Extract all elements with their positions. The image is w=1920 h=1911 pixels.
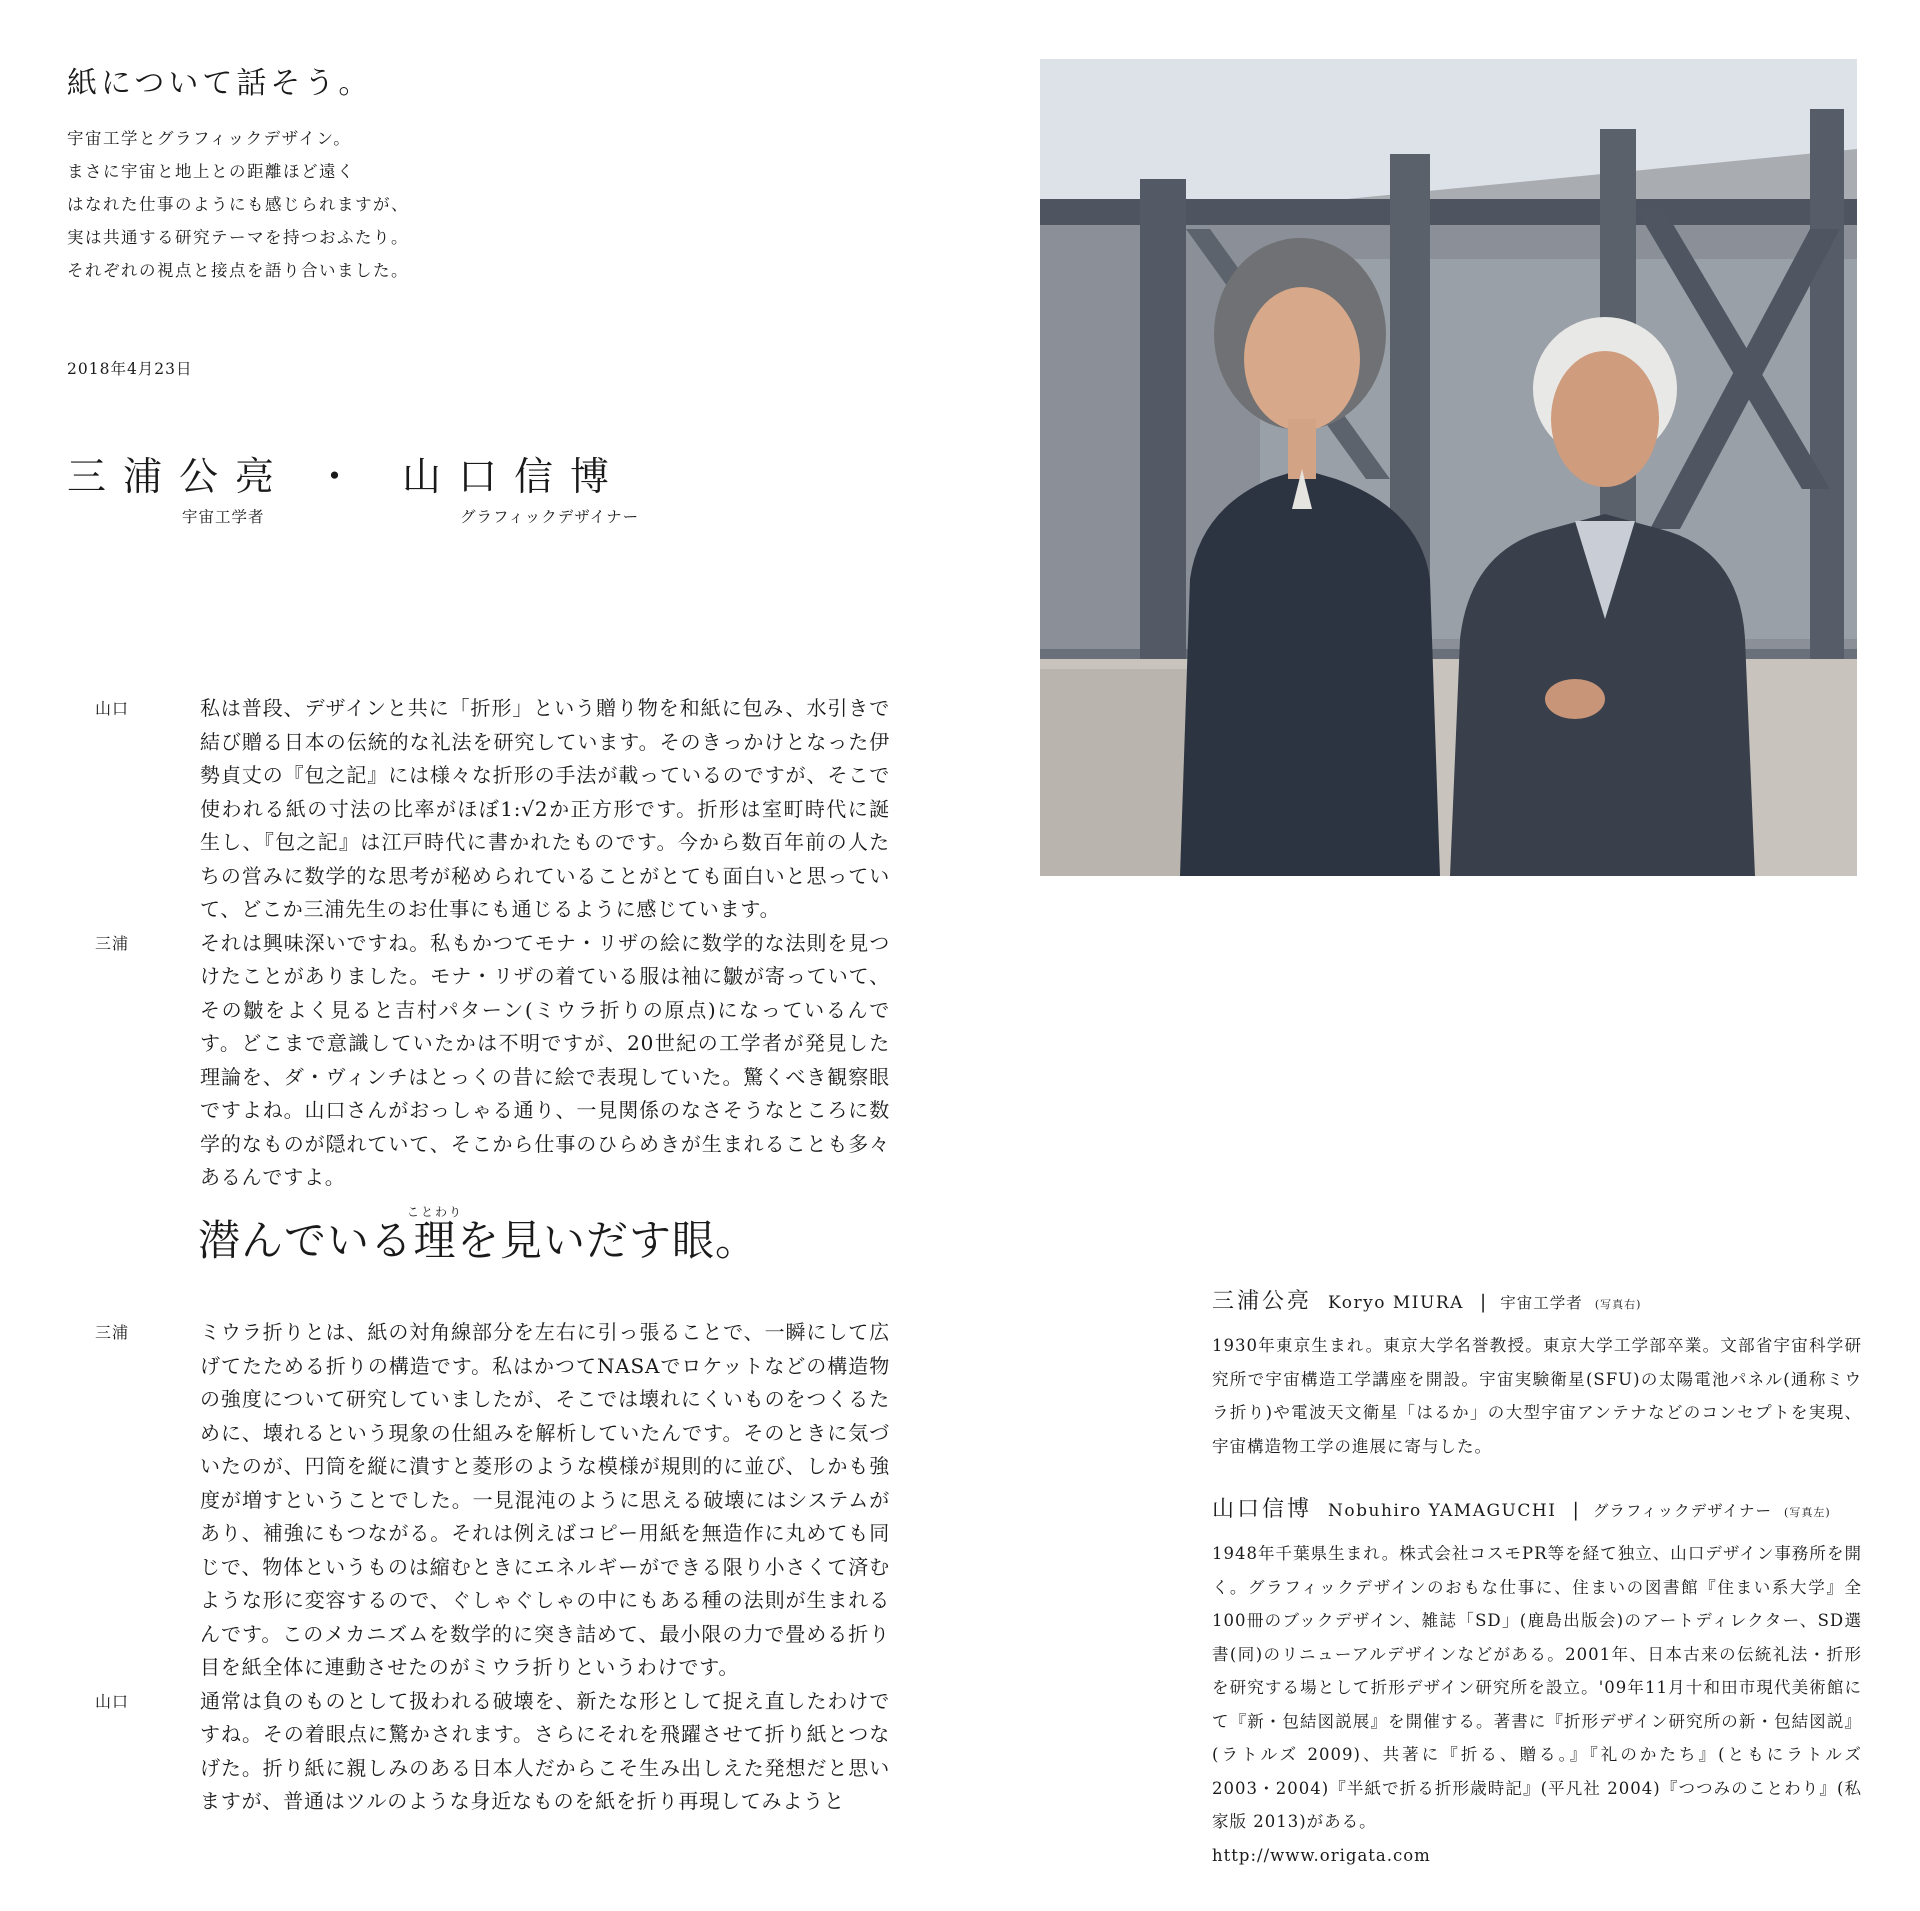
speaker-label: 三浦 [95,933,130,953]
dialogue-text: それは興味深いですね。私もかつてモナ・リザの絵に数学的な法則を見つけたことがありました。モナ・リザの着ている服は袖に皺が寄っていて、その皺をよく見ると吉村パターン(ミウラ折りの原点)になっているんです。どこまで意識していたかは不明ですが、20世紀の工学者が発見した理論を、ダ・ヴィンチはとっくの昔に絵で表現していた。驚くべき観察眼ですよね。山口さんがおっしゃる通り、一見関係のなさそうなところに数学的なものが隠れていて、そこから仕事のひらめきが生まれることも多々あるんですよ。 [200,930,890,1189]
section-subheading [198,1205,758,1268]
lead-line: はなれた仕事のようにも感じられますが、 [67,195,409,214]
profile-name: 三浦公亮 [1212,1289,1313,1314]
portrait-photo [1040,59,1857,876]
speaker-label: 三浦 [95,1323,130,1342]
profile-bio: 1948年千葉県生まれ。株式会社コスモPR等を経て独立、山口デザイン事務所を開く。グラフィックデザインのおもな仕事に、住まいの図書館『住まい系大学』全100冊のブックデザイン、雑誌「SD」(鹿島出版会)のアートディレクター、SD選書(同)のリニューアルデザインなどがある。2001年、日本古来の伝統礼法・折形を研究する場として折形デザイン研究所を設立。'09年11月十和田市現代美術館にて『新・包結図説展』を開催する。著書に『折形デザイン研究所の新・包結図説』(ラトルズ 2009)、共著に『折る、贈る。』『礼のかたち』(ともにラトルズ 2003・2004)『半紙で折る折形歳時記』(平凡社 2004)『つつみのことわり』(私家版 2013)がある。 [1212,1544,1862,1831]
ruby-reading: ことわり [407,1205,464,1219]
dialogue-turn [95,1685,895,1819]
dialogue-text: 通常は負のものとして扱われる破壊を、新たな形として捉え直したわけですね。その着眼点に驚かされます。さらにそれを飛躍させて折り紙とつなげた。折り紙に親しみのある日本人だからこそ生み出しえた発想だと思いますが、普通はツルのような身近なものを紙を折り再現してみようと [200,1688,890,1813]
lead-line: 宇宙工学とグラフィックデザイン。 [67,129,352,148]
profile-yamaguchi [1212,1492,1862,1872]
dialogue-section-2 [95,1316,895,1819]
profile-name: 山口信博 [1212,1497,1313,1522]
profile-romaji: Nobuhiro YAMAGUCHI [1328,1501,1557,1521]
dialogue-turn [95,692,895,927]
speaker-label: 山口 [95,699,130,718]
speaker-label: 山口 [95,1691,130,1711]
name-separator: ・ [315,455,355,500]
participant-name-yamaguchi: 山口信博 [402,455,627,500]
lead-paragraph [67,122,409,287]
portrait-illustration [1040,59,1857,876]
dialogue-turn [95,1316,895,1685]
profile-photo-note: (写真右) [1594,1298,1642,1311]
profile-bio: 1930年東京生まれ。東京大学名誉教授。東京大学工学部卒業。文部省宇宙科学研究所で宇宙構造工学講座を開設。宇宙実験衛星(SFU)の太陽電池パネル(通称ミウラ折り)や電波天文衛星「はるか」の大型宇宙アンテナなどのコンセプトを実現、宇宙構造物工学の進展に寄与した。 [1212,1336,1862,1456]
lead-line: 実は共通する研究テーマを持つおふたり。 [67,228,409,247]
subheading-text: 潜んでいる [198,1216,414,1265]
participants-heading [67,446,626,504]
dialogue-turn [95,927,895,1195]
lead-line: まさに宇宙と地上との距離ほど遠く [67,162,355,181]
ruby-base: 理 [407,1216,464,1265]
participant-role-miura: 宇宙工学者 [182,508,265,526]
publish-date: 2018年4月23日 [67,360,193,378]
profile-role: グラフィックデザイナー [1592,1502,1773,1520]
participant-name-miura: 三浦公亮 [67,455,292,500]
subheading-ruby [407,1205,464,1265]
participant-role-yamaguchi: グラフィックデザイナー [460,508,640,526]
dialogue-section-1 [95,692,895,1195]
dialogue-text: ミウラ折りとは、紙の対角線部分を左右に引っ張ることで、一瞬にして広げてたためる折りの構造です。私はかつてNASAでロケットなどの構造物の強度について研究していましたが、そこでは壊れにくいものをつくるために、壊れるという現象の仕組みを解析していたんです。そのときに気づいたのが、円筒を縦に潰すと菱形のような模様が規則的に並び、しかも強度が増すということでした。一見混沌のように思える破壊にはシステムがあり、補強にもつながる。それは例えばコピー用紙を無造作に丸めても同じで、物体というものは縮むときにエネルギーができる限り小さくて済むような形に変容するので、ぐしゃぐしゃの中にもある種の法則が生まれるんです。このメカニズムを数学的に突き詰めて、最小限の力で畳める折り目を紙全体に連動させたのがミウラ折りというわけです。 [200,1320,890,1679]
subheading-text: を見いだす眼。 [457,1216,759,1265]
lead-line: それぞれの視点と接点を語り合いました。 [67,261,409,280]
profile-miura [1212,1284,1862,1463]
profile-photo-note: (写真左) [1784,1506,1831,1519]
page-title: 紙について話そう。 [67,66,373,101]
profile-romaji: Koryo MIURA [1328,1293,1464,1313]
profile-website-link[interactable]: http://www.origata.com [1212,1845,1431,1865]
profile-role: 宇宙工学者 [1500,1294,1583,1312]
profile-separator: | [1572,1499,1579,1521]
profile-separator: | [1479,1291,1487,1313]
profile-title [1212,1492,1862,1523]
dialogue-text: 私は普段、デザインと共に「折形」という贈り物を和紙に包み、水引きで結び贈る日本の伝統的な礼法を研究しています。そのきっかけとなった伊勢貞丈の『包之記』には様々な折形の手法が載っているのですが、そこで使われる紙の寸法の比率がほぼ1:√2か正方形です。折形は室町時代に誕生し、『包之記』は江戸時代に書かれたものです。今から数百年前の人たちの営みに数学的な思考が秘められていることがとても面白いと思っていて、どこか三浦先生のお仕事にも通じるように感じています。 [200,696,890,921]
profile-title [1212,1284,1862,1315]
